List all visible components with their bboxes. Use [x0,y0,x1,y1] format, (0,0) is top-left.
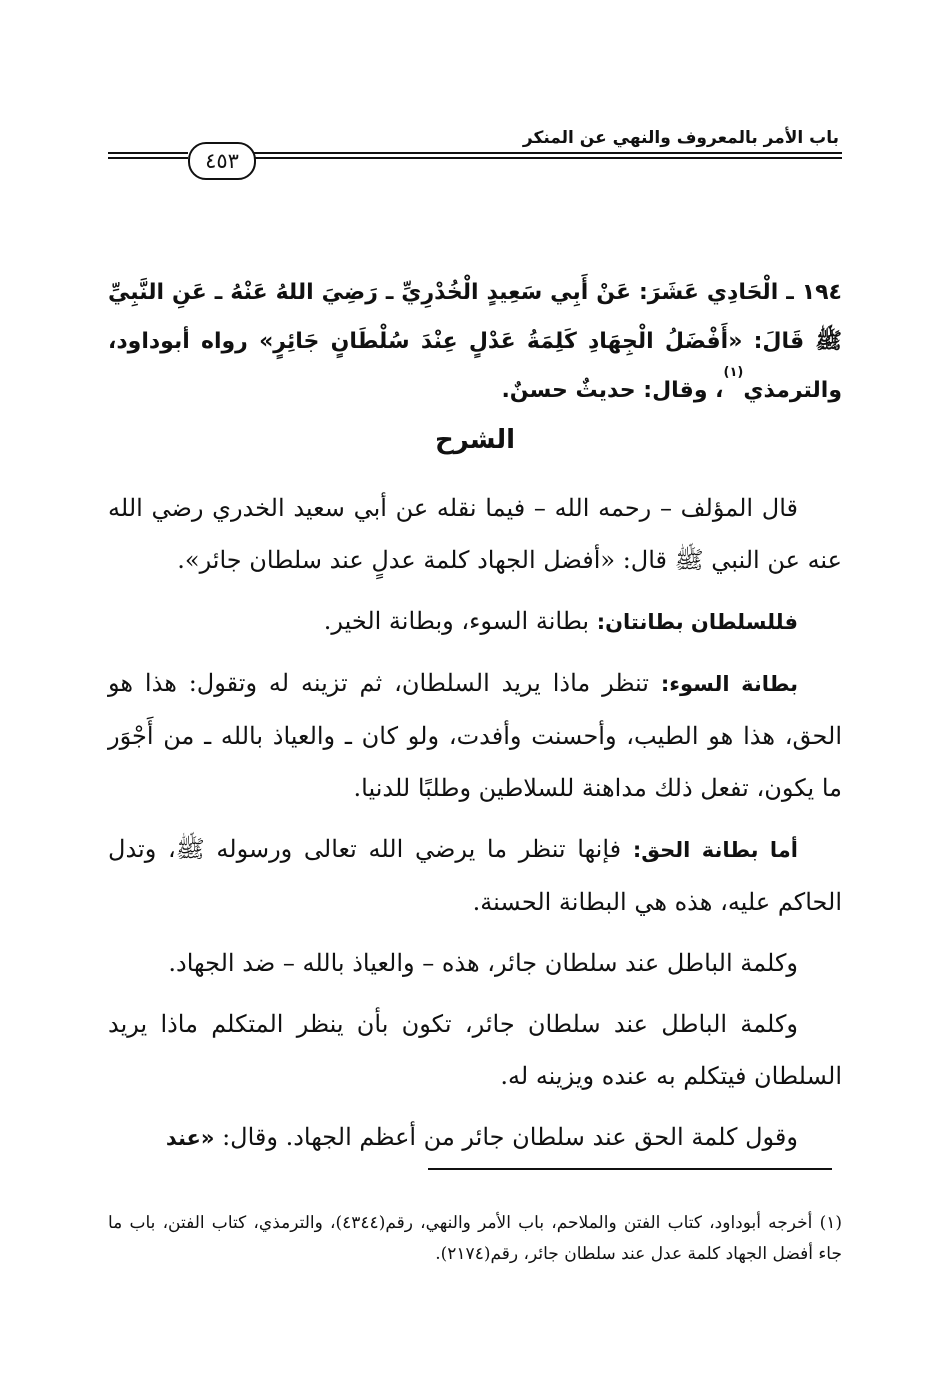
paragraph-text: وقول كلمة الحق عند سلطان جائر من أعظم الجهاد. وقال: [214,1123,798,1151]
running-header-title: باب الأمر بالمعروف والنهي عن المنكر [522,128,839,148]
paragraph [108,595,842,648]
header-rule-right [252,152,842,166]
footnote-separator [428,1168,832,1170]
page-number: ٤٥٣ [188,142,256,180]
footnotes [108,1208,842,1270]
bold-term: «عند [165,1126,215,1150]
hadith-ending: ، وقال: حديثٌ حسنٌ. [501,378,724,403]
hadith-body: ١٩٤ ـ الْحَادِي عَشَرَ: عَنْ أَبِي سَعِيدٍ الْخُدْرِيِّ ـ رَضِيَ اللهُ عَنْهُ ـ عَنِ النَّبِيِّ ﷺ قَالَ: «أَفْضَلُ الْجِهَادِ كَلِمَةُ عَدْلٍ عِنْدَ سُلْطَانٍ جَائِرٍ» رواه أبوداود، والترمذي [108,280,842,403]
footnote-text: أخرجه أبوداود، كتاب الفتن والملاحم، باب الأمر والنهي، رقم(٤٣٤٤)، والترمذي، كتاب الفتن، باب ما جاء أفضل الجهاد كلمة عدل عند سلطان جائر، رقم(٢١٧٤). [108,1213,842,1264]
section-title: الشرح [434,425,516,455]
commentary-body [108,482,842,1173]
header-rule-left [108,152,188,166]
footnote-mark: (١) [819,1213,843,1233]
paragraph-text: تنظر ماذا يريد السلطان، ثم تزينه له وتقول: هذا هو الحق، هذا هو الطيب، وأحسنت وأفدت، ولو كان ـ والعياذ بالله ـ من أَجْوَر ما يكون، تفعل ذلك مداهنة للسلاطين وطلبًا للدنيا. [108,669,842,802]
bold-term: بطانة السوء: [660,672,798,696]
footnote-item [108,1208,842,1270]
paragraph: وكلمة الباطل عند سلطان جائر، تكون بأن ينظر المتكلم ماذا يريد السلطان فيتكلم به عنده ويزينه له. [108,1010,842,1090]
paragraph-text: بطانة السوء، وبطانة الخير. [323,607,597,635]
bold-term: أما بطانة الحق: [632,838,798,862]
footnote-reference: (١) [723,365,744,380]
paragraph-text: فإنها تنظر ما يرضي الله تعالى ورسوله ﷺ، وتدل الحاكم عليه، هذه هي البطانة الحسنة. [108,835,842,916]
paragraph [108,823,842,928]
hadith-text [108,268,842,415]
paragraph [108,1111,842,1164]
paragraph [108,657,842,814]
bold-term: فللسلطان بطانتان: [596,610,798,634]
paragraph: قال المؤلف – رحمه الله – فيما نقله عن أبي سعيد الخدري رضي الله عنه عن النبي ﷺ قال: «أفضل الجهاد كلمة عدلٍ عند سلطان جائر». [108,494,842,574]
paragraph: وكلمة الباطل عند سلطان جائر، هذه – والعياذ بالله – ضد الجهاد. [168,949,798,977]
